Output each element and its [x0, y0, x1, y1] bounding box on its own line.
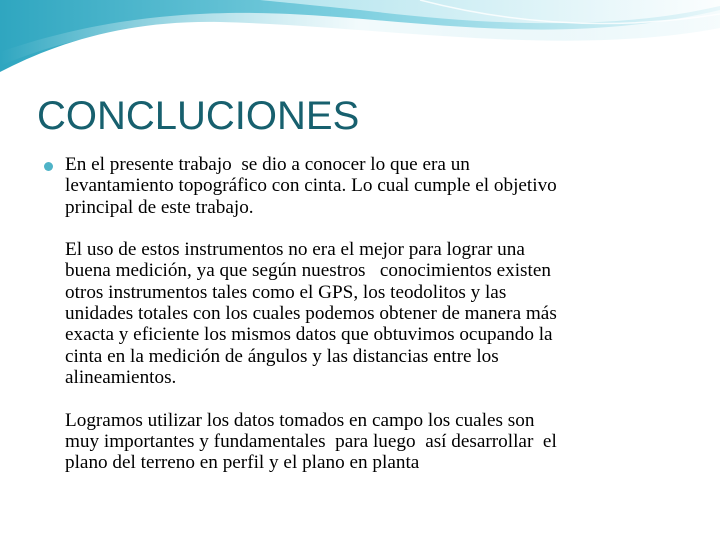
- bullet-text: En el presente trabajo se dio a conocer lo que era un levantamiento topográfico con cinta. Lo cual cumple el objetivo principal de este trabajo. El uso de estos instrumentos no era el mejor para lograr una buena medición, ya que según nuestros conocimientos existen otros instrumentos tales como el GPS, los teodolitos y las unidades totales con los cuales podemos obtener de manera más exacta y eficiente los mismos datos que obtuvimos ocupando la cinta en la medición de ángulos y las distancias entre los alineamientos. Logramos utilizar los datos tomados en campo los cuales son muy importantes y fundamentales para luego así desarrollar el plano del terreno en perfil y el plano en planta: [65, 154, 557, 474]
- bullet-dot-icon: [44, 162, 53, 171]
- header-wave-decoration: [0, 0, 720, 90]
- slide-title: CONCLUCIONES: [37, 94, 360, 138]
- bullet-item: [44, 154, 674, 473]
